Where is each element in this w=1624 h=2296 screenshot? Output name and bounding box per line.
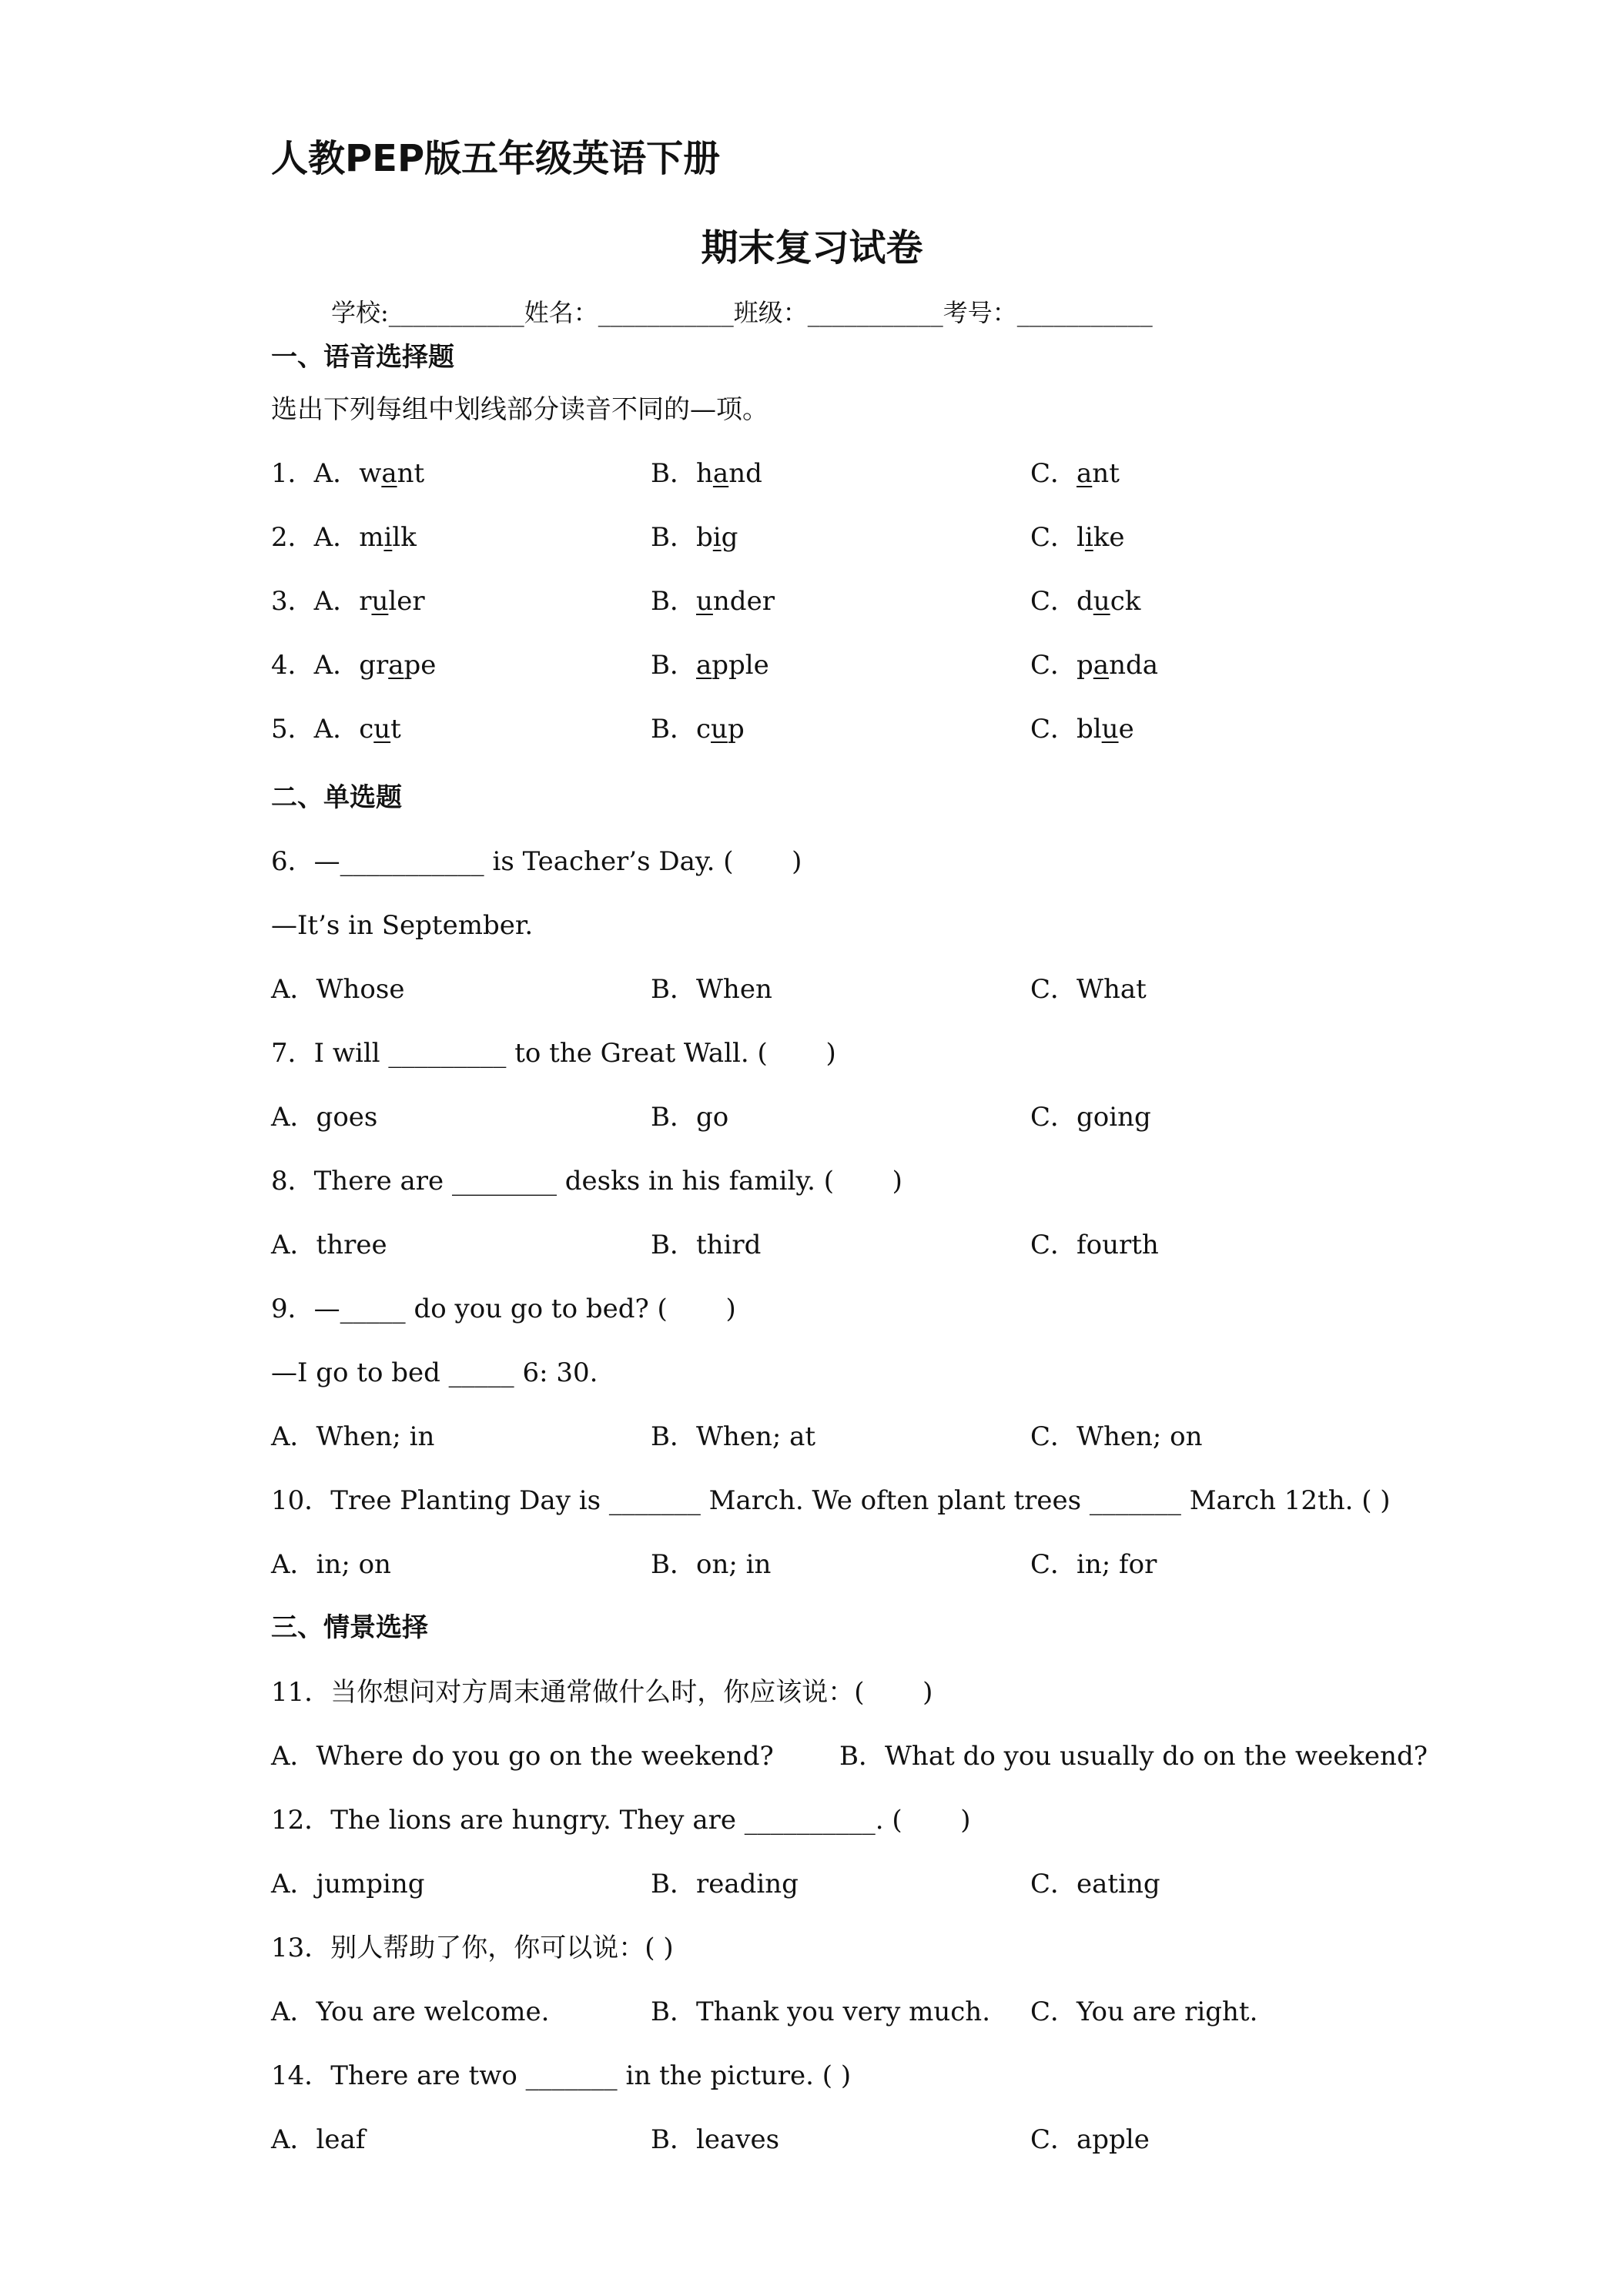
underlined-letter: u bbox=[1101, 714, 1119, 745]
option-b: B．leaves bbox=[651, 2124, 780, 2155]
option-a: A．leaf bbox=[271, 2124, 366, 2155]
word-prefix: gr bbox=[359, 650, 389, 681]
word-suffix: ler bbox=[388, 586, 425, 617]
option-c: C．going bbox=[1030, 1102, 1151, 1133]
option-label: C． bbox=[1030, 522, 1077, 553]
option-a: A．jumping bbox=[271, 1869, 425, 1899]
question-stem: 9．—_____ do you go to bed? ( ) bbox=[271, 1294, 736, 1324]
underlined-letter: a bbox=[712, 458, 729, 489]
section-heading-single-choice: 二、单选题 bbox=[271, 782, 402, 813]
option-b: B．on; in bbox=[651, 1549, 772, 1580]
option-label: C． bbox=[1030, 586, 1077, 617]
underlined-letter: i bbox=[712, 522, 722, 553]
word-prefix: p bbox=[1077, 650, 1093, 681]
word-prefix: l bbox=[1077, 522, 1085, 553]
phonics-option bbox=[651, 584, 775, 618]
question-stem: 14．There are two _______ in the picture. ( ) bbox=[271, 2060, 852, 2091]
phonics-option bbox=[1030, 712, 1134, 746]
question-stem: 10．Tree Planting Day is _______ March. We often plant trees _______ March 12th. ( ) bbox=[271, 1485, 1391, 1516]
phonics-option bbox=[651, 648, 769, 682]
phonics-option bbox=[651, 457, 762, 490]
phonics-option bbox=[651, 712, 745, 746]
underlined-letter: u bbox=[711, 714, 728, 745]
option-b: B．When; at bbox=[651, 1421, 816, 1452]
underlined-letter: i bbox=[1084, 522, 1093, 553]
word-prefix: bl bbox=[1077, 714, 1102, 745]
option-b: B．When bbox=[651, 974, 772, 1005]
underlined-letter: u bbox=[371, 586, 389, 617]
word-prefix: d bbox=[1077, 586, 1093, 617]
option-b: B．What do you usually do on the weekend? bbox=[839, 1741, 1428, 1772]
question-number: 1． bbox=[271, 458, 314, 489]
question-line: —I go to bed _____ 6: 30. bbox=[271, 1357, 598, 1388]
word-prefix: m bbox=[359, 522, 384, 553]
underlined-letter: a bbox=[1077, 458, 1093, 489]
question-number: 3． bbox=[271, 586, 314, 617]
option-label: B． bbox=[651, 586, 696, 617]
option-c: C．You are right. bbox=[1030, 1996, 1258, 2027]
option-a: A．When; in bbox=[271, 1421, 435, 1452]
option-c: C．When; on bbox=[1030, 1421, 1203, 1452]
phonics-option bbox=[271, 584, 425, 618]
underlined-letter: u bbox=[696, 586, 713, 617]
option-label: A． bbox=[313, 458, 360, 489]
word-prefix: c bbox=[696, 714, 712, 745]
option-a: A．Whose bbox=[271, 974, 405, 1005]
phonics-option bbox=[1030, 520, 1125, 554]
word-suffix: nt bbox=[397, 458, 425, 489]
question-stem: 7．I will _________ to the Great Wall. ( ) bbox=[271, 1038, 836, 1069]
section-heading-situational: 三、情景选择 bbox=[271, 1612, 428, 1643]
phonics-option bbox=[651, 520, 738, 554]
word-prefix: h bbox=[696, 458, 713, 489]
underlined-letter: u bbox=[1093, 586, 1110, 617]
option-c: C．in; for bbox=[1030, 1549, 1157, 1580]
page-subtitle: 期末复习试卷 bbox=[701, 226, 923, 269]
word-suffix: p bbox=[727, 714, 745, 745]
option-b: B．reading bbox=[651, 1869, 799, 1899]
question-stem: 11．当你想问对方周末通常做什么时，你应该说：( ) bbox=[271, 1677, 933, 1708]
option-label: C． bbox=[1030, 650, 1077, 681]
phonics-option bbox=[271, 520, 417, 554]
option-c: C．fourth bbox=[1030, 1230, 1159, 1260]
option-a: A．in; on bbox=[271, 1549, 391, 1580]
option-label: B． bbox=[651, 714, 696, 745]
word-suffix: pe bbox=[403, 650, 437, 681]
question-stem: 6．—___________ is Teacher’s Day. ( ) bbox=[271, 846, 802, 877]
question-number: 2． bbox=[271, 522, 314, 553]
underlined-letter: a bbox=[1093, 650, 1110, 681]
word-suffix: nt bbox=[1092, 458, 1120, 489]
phonics-option bbox=[271, 648, 436, 682]
option-b: B．third bbox=[651, 1230, 762, 1260]
phonics-option bbox=[271, 457, 424, 490]
word-suffix: nda bbox=[1109, 650, 1158, 681]
word-suffix: e bbox=[1118, 714, 1134, 745]
option-label: A． bbox=[313, 586, 360, 617]
question-stem: 8．There are ________ desks in his family. ( ) bbox=[271, 1166, 902, 1197]
option-label: A． bbox=[313, 650, 360, 681]
question-stem: 13．别人帮助了你，你可以说：( ) bbox=[271, 1933, 674, 1963]
phonics-option bbox=[1030, 457, 1120, 490]
phonics-option bbox=[271, 712, 401, 746]
word-suffix: g bbox=[721, 522, 738, 553]
option-a: A．goes bbox=[271, 1102, 378, 1133]
underlined-letter: a bbox=[388, 650, 404, 681]
phonics-option bbox=[1030, 648, 1158, 682]
phonics-instruction: 选出下列每组中划线部分读音不同的—项。 bbox=[271, 394, 768, 425]
option-a: A．You are welcome. bbox=[271, 1996, 550, 2027]
question-number: 5． bbox=[271, 714, 314, 745]
option-a: A．Where do you go on the weekend? bbox=[271, 1741, 774, 1772]
word-suffix: nd bbox=[728, 458, 762, 489]
option-a: A．three bbox=[271, 1230, 387, 1260]
option-b: B．Thank you very much. bbox=[651, 1996, 991, 2027]
student-info-line: 学校:___________姓名：___________班级：___________考号：___________ bbox=[331, 298, 1153, 327]
option-label: B． bbox=[651, 650, 696, 681]
option-label: C． bbox=[1030, 458, 1077, 489]
word-suffix: t bbox=[390, 714, 401, 745]
option-label: B． bbox=[651, 522, 696, 553]
underlined-letter: i bbox=[383, 522, 393, 553]
underlined-letter: a bbox=[381, 458, 397, 489]
option-label: C． bbox=[1030, 714, 1077, 745]
question-stem: 12．The lions are hungry. They are __________. ( ) bbox=[271, 1805, 971, 1836]
option-label: A． bbox=[313, 522, 360, 553]
underlined-letter: u bbox=[373, 714, 391, 745]
page-title: 人教PEP版五年级英语下册 bbox=[271, 137, 721, 180]
word-suffix: pple bbox=[712, 650, 769, 681]
option-c: C．What bbox=[1030, 974, 1147, 1005]
word-prefix: w bbox=[359, 458, 382, 489]
word-suffix: ke bbox=[1093, 522, 1125, 553]
word-suffix: ck bbox=[1110, 586, 1141, 617]
word-prefix: c bbox=[359, 714, 374, 745]
section-heading-phonics: 一、语音选择题 bbox=[271, 342, 454, 373]
question-number: 4． bbox=[271, 650, 314, 681]
word-suffix: nder bbox=[712, 586, 775, 617]
option-b: B．go bbox=[651, 1102, 729, 1133]
phonics-option bbox=[1030, 584, 1140, 618]
word-suffix: lk bbox=[392, 522, 417, 553]
option-c: C．apple bbox=[1030, 2124, 1150, 2155]
word-prefix: r bbox=[359, 586, 372, 617]
underlined-letter: a bbox=[696, 650, 712, 681]
option-label: B． bbox=[651, 458, 696, 489]
question-line: —It’s in September. bbox=[271, 910, 534, 941]
word-prefix: b bbox=[696, 522, 713, 553]
option-c: C．eating bbox=[1030, 1869, 1160, 1899]
option-label: A． bbox=[313, 714, 360, 745]
